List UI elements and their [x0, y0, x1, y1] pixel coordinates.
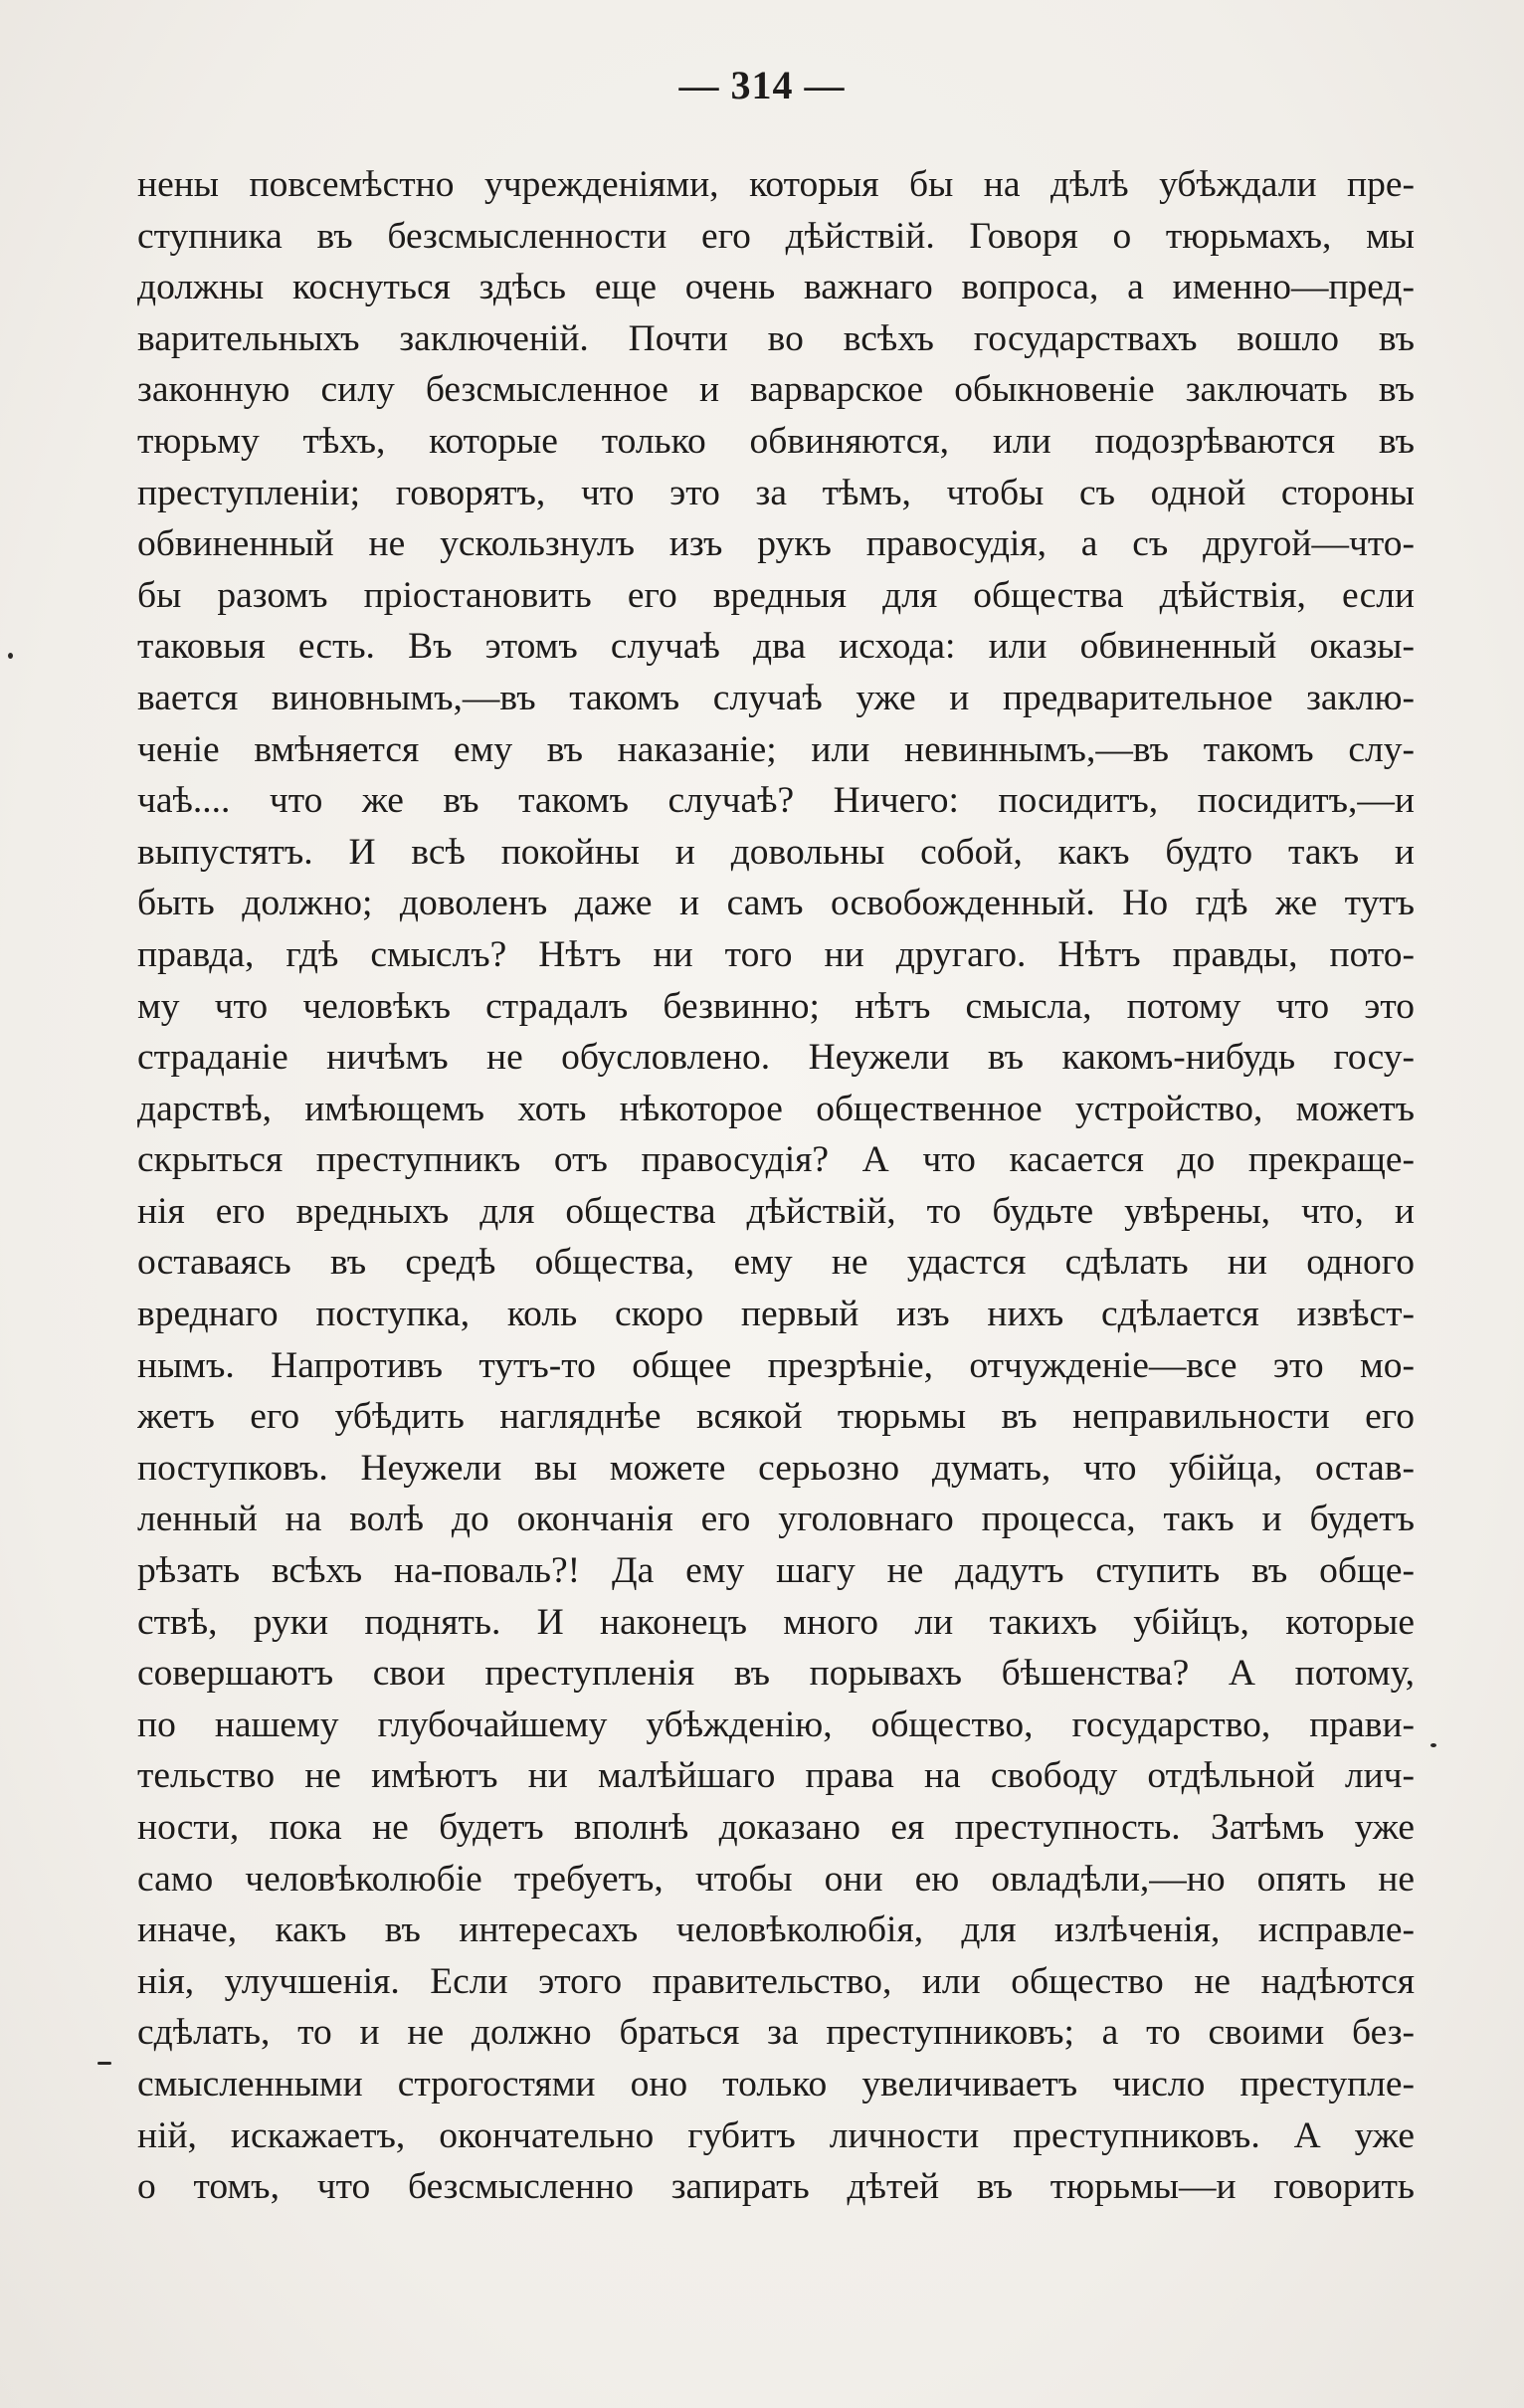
text-line: иначе, какъ въ интересахъ человѣколюбія, для излѣченія, исправле- [137, 1909, 1415, 1951]
text-line: варительныхъ заключеній. Почти во всѣхъ государствахъ вошло въ [137, 317, 1415, 359]
text-line: нія, улучшенія. Если этого правительство, или общество не надѣются [137, 1960, 1415, 2002]
text-line: смысленными строгостями оно только увеличиваетъ число преступле- [137, 2063, 1415, 2105]
body-text [137, 159, 1415, 2213]
text-line: ствѣ, руки поднять. И наконецъ много ли такихъ убійцъ, которые [137, 1601, 1415, 1643]
text-line: страданіе ничѣмъ не обусловлено. Неужели въ какомъ-нибудь госу- [137, 1037, 1415, 1079]
ink-speck [97, 2062, 111, 2065]
text-line: ности, пока не будетъ вполнѣ доказано ея преступность. Затѣмъ уже [137, 1807, 1415, 1848]
text-line: по нашему глубочайшему убѣжденію, общество, государство, прави- [137, 1704, 1415, 1745]
ink-speck [8, 653, 13, 659]
text-line: выпустятъ. И всѣ покойны и довольны собой, какъ будто такъ и [137, 831, 1415, 873]
text-line: тюрьму тѣхъ, которые только обвиняются, или подозрѣваются въ [137, 420, 1415, 462]
text-line: ній, искажаетъ, окончательно губитъ личности преступниковъ. А уже [137, 2114, 1415, 2156]
text-line: сдѣлать, то и не должно браться за преступниковъ; а то своими без- [137, 2012, 1415, 2054]
text-line: правда, гдѣ смыслъ? Нѣтъ ни того ни другаго. Нѣтъ правды, пото- [137, 933, 1415, 975]
text-line: поступковъ. Неужели вы можете серьозно думать, что убійца, остав- [137, 1447, 1415, 1489]
text-line: о томъ, что безсмысленно запирать дѣтей въ тюрьмы—и говорить [137, 2166, 1415, 2208]
page-number: — 314 — [678, 63, 846, 107]
text-line: должны коснуться здѣсь еще очень важнаго вопроса, а именно—пред- [137, 267, 1415, 308]
text-line: ченіе вмѣняется ему въ наказаніе; или невиннымъ,—въ такомъ слу- [137, 728, 1415, 770]
text-line: рѣзать всѣхъ на-поваль?! Да ему шагу не дадутъ ступить въ обще- [137, 1550, 1415, 1592]
text-line: вается виновнымъ,—въ такомъ случаѣ уже и предварительное заклю- [137, 677, 1415, 718]
text-line: нены повсемѣстно учрежденіями, которыя бы на дѣлѣ убѣждали пре- [137, 164, 1415, 205]
text-line: само человѣколюбіе требуетъ, чтобы они ею овладѣли,—но опять не [137, 1858, 1415, 1900]
text-line: ступника въ безсмысленности его дѣйствій. Говоря о тюрьмахъ, мы [137, 215, 1415, 257]
text-line: законную силу безсмысленное и варварское обыкновеніе заключать въ [137, 369, 1415, 411]
text-line: дарствѣ, имѣющемъ хоть нѣкоторое общественное устройство, можетъ [137, 1088, 1415, 1129]
text-line: му что человѣкъ страдалъ безвинно; нѣтъ смысла, потому что это [137, 985, 1415, 1027]
text-line: оставаясь въ средѣ общества, ему не удастся сдѣлать ни одного [137, 1242, 1415, 1284]
text-line: таковыя есть. Въ этомъ случаѣ два исхода: или обвиненный оказы- [137, 626, 1415, 668]
text-line: бы разомъ пріостановить его вредныя для общества дѣйствія, если [137, 574, 1415, 616]
text-line: чаѣ.... что же въ такомъ случаѣ? Ничего: посидитъ, посидитъ,—и [137, 780, 1415, 822]
text-line: жетъ его убѣдить нагляднѣе всякой тюрьмы въ неправильности его [137, 1396, 1415, 1438]
text-line: ленный на волѣ до окончанія его уголовнаго процесса, такъ и будетъ [137, 1499, 1415, 1540]
text-line: нымъ. Напротивъ тутъ-то общее презрѣніе, отчужденіе—все это мо- [137, 1344, 1415, 1386]
text-line: вреднаго поступка, коль скоро первый изъ нихъ сдѣлается извѣст- [137, 1294, 1415, 1335]
text-line: преступленіи; говорятъ, что это за тѣмъ, чтобы съ одной стороны [137, 472, 1415, 513]
text-line: обвиненный не ускользнулъ изъ рукъ правосудія, а съ другой—что- [137, 523, 1415, 565]
ink-speck [1430, 1743, 1436, 1747]
text-line: тельство не имѣютъ ни малѣйшаго права на свободу отдѣльной лич- [137, 1755, 1415, 1797]
text-line: скрыться преступникъ отъ правосудія? А что касается до прекраще- [137, 1139, 1415, 1181]
text-line: нія его вредныхъ для общества дѣйствій, то будьте увѣрены, что, и [137, 1190, 1415, 1232]
text-line: быть должно; доволенъ даже и самъ освобожденный. Но гдѣ же тутъ [137, 883, 1415, 924]
text-line: совершаютъ свои преступленія въ порывахъ бѣшенства? А потому, [137, 1653, 1415, 1695]
